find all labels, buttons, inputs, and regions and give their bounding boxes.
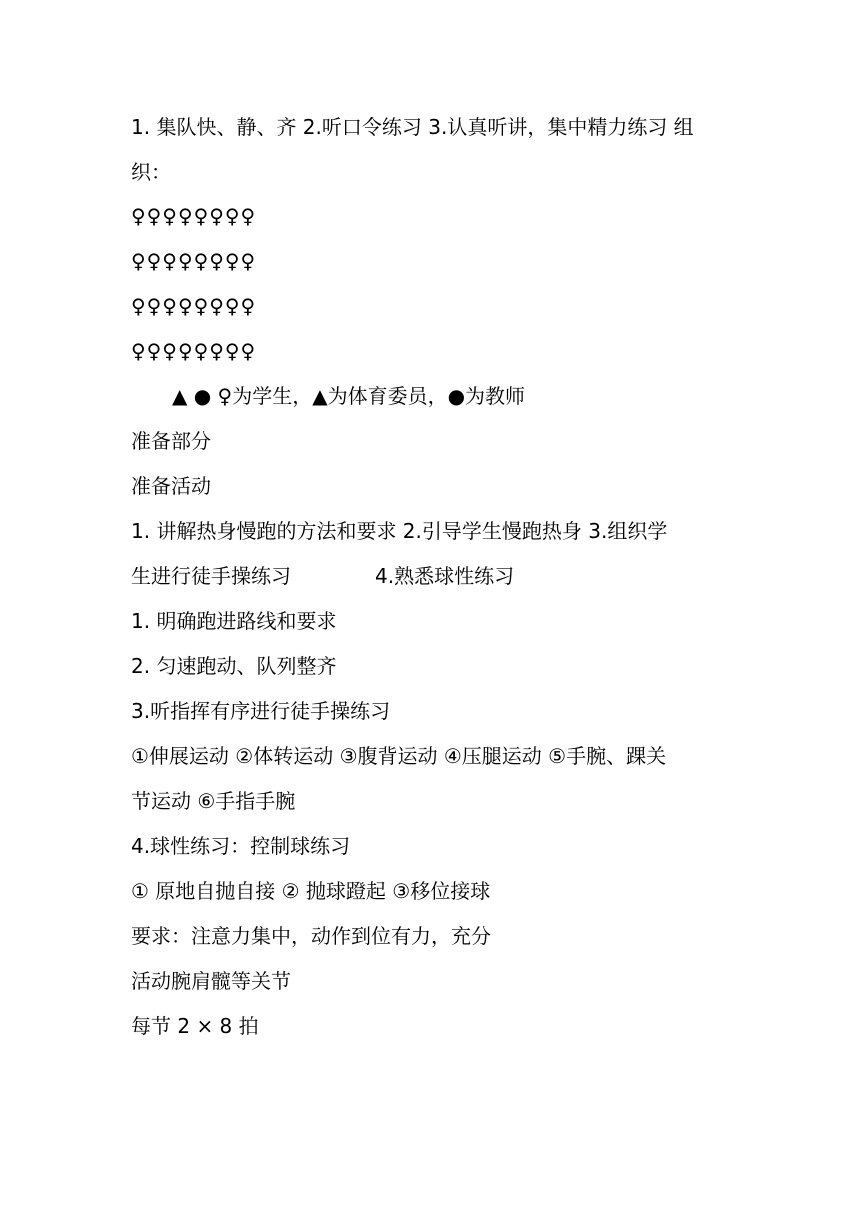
section-heading-prep-part: 准备部分 [131,429,211,453]
formation-legend: ▲ ● ♀为学生，▲为体育委员，●为教师 [172,384,526,408]
joints-text: 活动腕肩髋等关节 [131,969,291,993]
teaching-line-1: 1. 讲解热身慢跑的方法和要求 2.引导学生慢跑热身 3.组织学 [131,519,668,543]
teaching-line-2-part-a: 生进行徒手操练习 [131,564,291,588]
section-heading-prep-activity: 准备活动 [131,474,211,498]
formation-row-3: ♀♀♀♀♀♀♀♀ [131,294,257,318]
beats-text: 每节 2 × 8 拍 [131,1014,259,1038]
formation-row-4: ♀♀♀♀♀♀♀♀ [131,339,257,363]
requirement-item-3: 3.听指挥有序进行徒手操练习 [131,699,391,723]
organization-line-1: 1. 集队快、静、齐 2.听口令练习 3.认真听讲，集中精力练习 组 [131,115,694,139]
requirement-item-2: 2. 匀速跑动、队列整齐 [131,654,337,678]
ball-practice-title: 4.球性练习：控制球练习 [131,834,351,858]
teaching-line-2-part-b: 4.熟悉球性练习 [375,564,515,588]
requirement-text: 要求：注意力集中，动作到位有力，充分 [131,924,491,948]
organization-line-2: 织： [131,160,171,184]
exercise-list-line-1: ①伸展运动 ②体转运动 ③腹背运动 ④压腿运动 ⑤手腕、踝关 [131,744,667,768]
ball-practice-items: ① 原地自抛自接 ② 抛球蹬起 ③移位接球 [131,879,491,903]
formation-row-2: ♀♀♀♀♀♀♀♀ [131,249,257,273]
exercise-list-line-2: 节运动 ⑥手指手腕 [131,789,296,813]
teaching-line-2 [131,554,735,599]
requirement-item-1: 1. 明确跑进路线和要求 [131,609,337,633]
formation-row-1: ♀♀♀♀♀♀♀♀ [131,204,257,228]
